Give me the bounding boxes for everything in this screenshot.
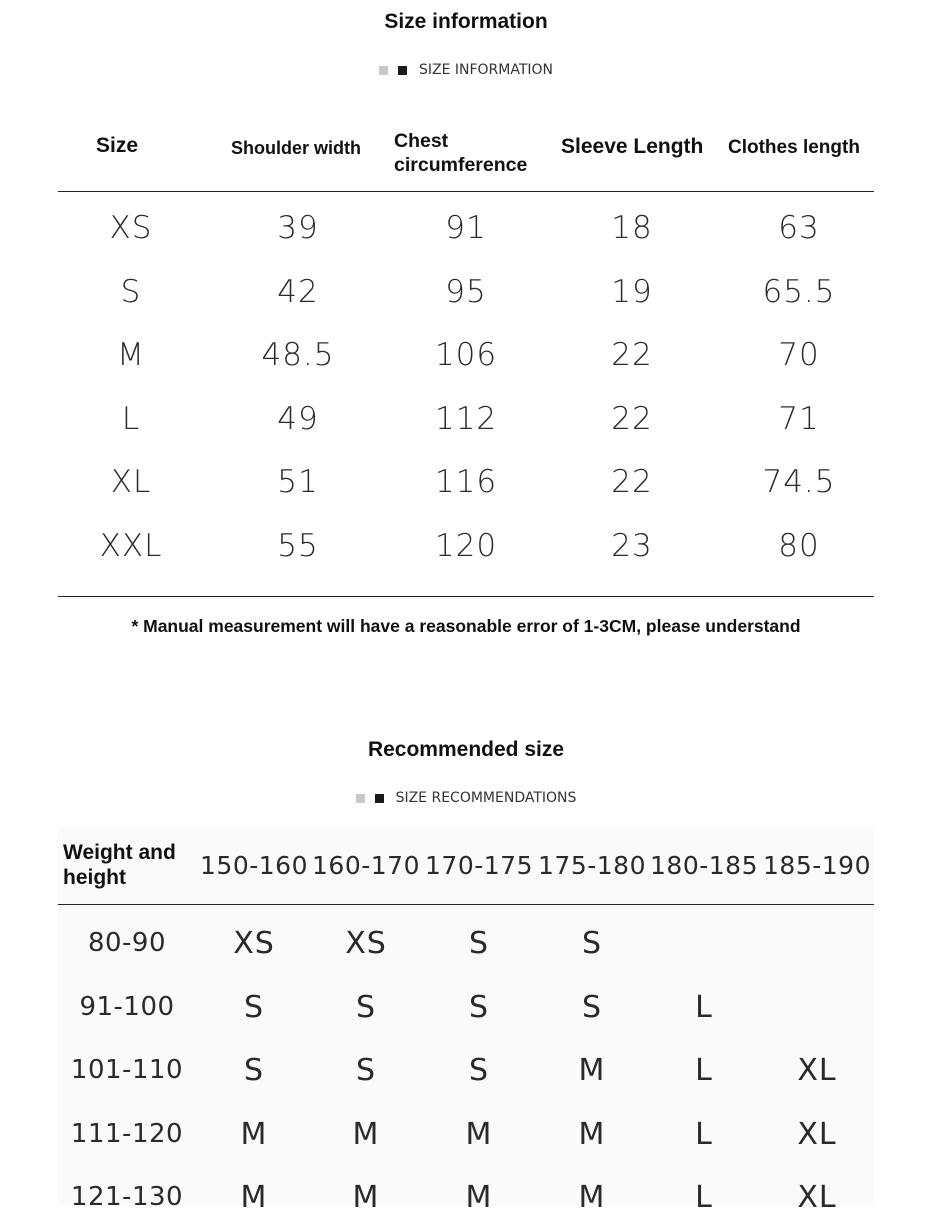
size-table-cell: 19: [611, 273, 653, 310]
recommended-size-cell: XS: [345, 926, 387, 961]
height-range-header: 185-190: [763, 851, 871, 880]
size-table-cell: 51: [277, 464, 319, 501]
weight-range-label: 91-100: [79, 991, 175, 1022]
size-table-cell: 71: [778, 400, 820, 437]
recommended-size-cell: M: [352, 1180, 380, 1215]
recommended-size-cell: S: [581, 926, 603, 961]
size-table-cell: 22: [611, 464, 653, 501]
size-table-cell: 70: [778, 337, 820, 374]
size-row-label: XL: [110, 464, 152, 501]
recommended-size-cell: L: [695, 1053, 713, 1089]
size-table-cell: 55: [277, 528, 319, 564]
recommended-size-cell: L: [695, 1180, 713, 1215]
recommended-size-cell: XS: [233, 926, 275, 961]
size-info-title: Size information: [384, 10, 548, 33]
weight-range-label: 111-120: [70, 1118, 184, 1149]
recommended-size-cell: M: [578, 1053, 606, 1089]
recommend-title: Recommended size: [367, 738, 565, 761]
header-shoulder-width: Shoulder width: [231, 138, 361, 158]
size-row-label: XXL: [99, 528, 163, 564]
recommended-size-cell: S: [355, 989, 377, 1025]
size-table-cell: 112: [434, 400, 498, 437]
header-weight-height: [63, 840, 176, 890]
height-range-header: 160-170: [312, 851, 420, 880]
header-clothes-length: Clothes length: [728, 137, 860, 158]
size-table-cell: 22: [611, 337, 653, 374]
recommend-subtitle: SIZE RECOMMENDATIONS: [395, 790, 577, 806]
recommend-table-rule: [58, 904, 874, 905]
recommended-size-cell: S: [355, 1053, 377, 1089]
weight-range-label: 80-90: [87, 928, 167, 958]
height-range-header: 175-180: [538, 851, 646, 880]
header-sleeve-length: Sleeve Length: [561, 135, 704, 158]
recommended-size-cell: S: [468, 926, 490, 961]
header-weight-line2: height: [63, 866, 126, 889]
recommended-size-cell: M: [240, 1180, 268, 1215]
recommended-size-cell: XL: [797, 1053, 837, 1089]
recommended-size-cell: M: [465, 1116, 493, 1152]
size-row-label: M: [117, 337, 145, 374]
height-range-header: 180-185: [650, 851, 758, 880]
recommended-size-cell: M: [352, 1116, 380, 1152]
recommended-size-cell: M: [465, 1180, 493, 1215]
recommended-size-cell: L: [695, 989, 713, 1025]
size-table-cell: 23: [611, 528, 653, 564]
square-bullets-icon: [356, 794, 384, 803]
header-chest-line1: Chest: [394, 130, 449, 152]
size-table-cell: 48.5: [261, 337, 335, 374]
size-table-cell: 120: [434, 528, 498, 564]
size-table-cell: 106: [434, 337, 498, 374]
size-table-cell: 65.5: [762, 273, 836, 310]
size-table-cell: 42: [277, 273, 319, 310]
height-range-header: 150-160: [200, 851, 308, 880]
size-table-cell: 18: [611, 210, 653, 246]
recommended-size-cell: S: [468, 989, 490, 1025]
size-row-label: XS: [109, 210, 153, 246]
recommended-size-cell: XL: [797, 1116, 837, 1152]
height-range-header: 170-175: [425, 851, 533, 880]
size-table-cell: 95: [445, 273, 487, 310]
header-weight-line1: Weight and: [63, 841, 176, 864]
header-size: Size: [96, 134, 139, 157]
size-table-cell: 49: [277, 400, 319, 437]
size-table-cell: 91: [445, 210, 487, 246]
recommended-size-cell: M: [578, 1180, 606, 1215]
recommended-size-cell: S: [243, 1053, 265, 1089]
size-info-subtitle-row: [0, 62, 932, 78]
recommended-size-cell: L: [695, 1116, 713, 1152]
header-chest: [394, 129, 527, 177]
size-row-label: S: [120, 273, 142, 310]
size-table-cell: 74.5: [762, 464, 836, 501]
recommend-subtitle-row: [0, 790, 932, 806]
recommended-size-cell: XL: [797, 1180, 837, 1215]
recommended-size-cell: M: [240, 1116, 268, 1152]
measurement-note: * Manual measurement will have a reasonable error of 1-3CM, please understand: [131, 616, 801, 636]
recommended-size-cell: S: [581, 989, 603, 1025]
recommended-size-cell: S: [468, 1053, 490, 1089]
size-table-cell: 63: [778, 210, 820, 246]
weight-range-label: 121-130: [70, 1182, 184, 1213]
square-bullets-icon: [379, 66, 407, 75]
weight-range-label: 101-110: [70, 1055, 184, 1086]
size-table-cell: 22: [611, 400, 653, 437]
size-table-cell: 116: [434, 464, 498, 501]
size-row-label: L: [121, 400, 141, 437]
size-table-cell: 39: [277, 210, 319, 246]
header-chest-line2: circumference: [394, 154, 528, 176]
recommended-size-cell: S: [243, 989, 265, 1025]
size-info-subtitle: SIZE INFORMATION: [418, 62, 554, 78]
recommended-size-cell: M: [578, 1116, 606, 1152]
size-table-cell: 80: [778, 528, 820, 564]
size-table-top-rule: [58, 191, 874, 192]
size-table-bottom-rule: [58, 596, 874, 597]
